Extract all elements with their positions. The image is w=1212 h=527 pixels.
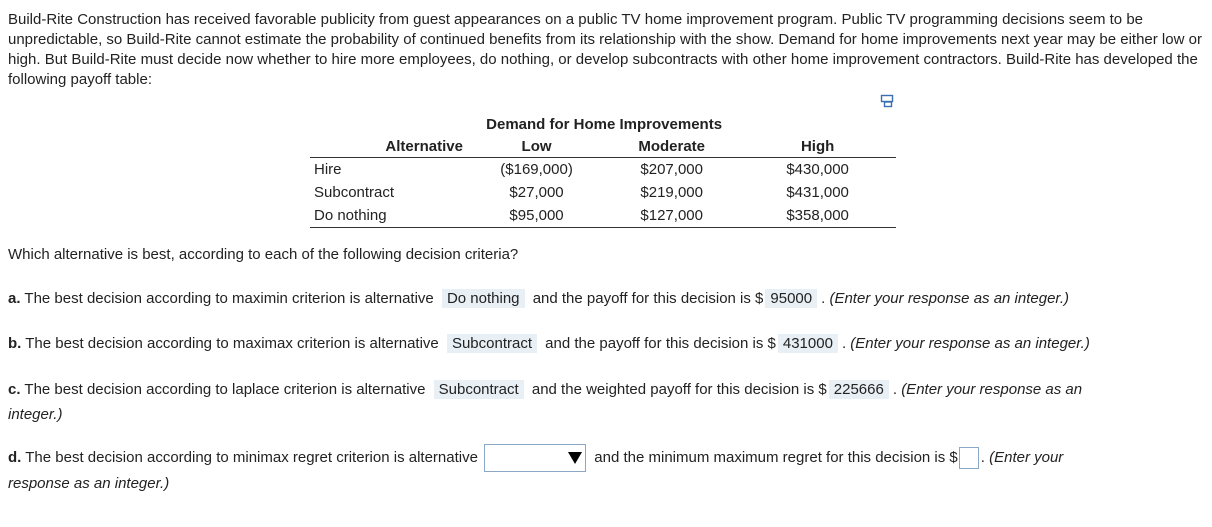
part-a: a. The best decision according to maximin criterion is alternative Do nothing and the payoff for this decision is $ 95000 . (Enter your response as an integer.) (8, 290, 1070, 307)
part-b-text2: and the payoff for this decision is $ (545, 335, 776, 352)
header-alternative: Alternative (310, 135, 469, 158)
part-a-text1: The best decision according to maximin criterion is alternative (24, 290, 434, 307)
alternative-dropdown[interactable] (484, 444, 586, 472)
part-b-answer-value: 431000 (778, 334, 838, 353)
part-c-label: c. (8, 381, 21, 398)
part-b-answer-alternative: Subcontract (447, 334, 537, 353)
cell-low: $95,000 (469, 204, 604, 228)
part-b: b. The best decision according to maximax criterion is alternative Subcontract and the payoff for this decision is $ 431000 . (Enter your response as an integer.) (8, 335, 1090, 352)
header-high: High (739, 135, 896, 158)
cell-low: $27,000 (509, 184, 564, 201)
part-b-hint: (Enter your response as an integer.) (850, 335, 1090, 352)
table-row (310, 181, 896, 204)
row-name: Hire (314, 161, 342, 178)
table-row (310, 204, 896, 228)
part-c-hint: (Enter your response as an (901, 381, 1083, 398)
payoff-table (310, 113, 896, 228)
row-name: Subcontract (314, 184, 395, 201)
table-group-header-row (310, 113, 896, 135)
cell-low: ($169,000) (500, 161, 573, 178)
part-a-answer-alternative: Do nothing (442, 289, 525, 308)
part-c-text1: The best decision according to laplace criterion is alternative (24, 381, 426, 398)
row-name: Do nothing (310, 204, 469, 228)
header-moderate: Moderate (604, 135, 739, 158)
part-c-answer-value: 225666 (829, 380, 889, 399)
part-d: d. The best decision according to minimax regret criterion is alternative and the minimum maximum regret for this decision is $ . (Enter your (8, 444, 1063, 472)
group-header: Demand for Home Improvements (486, 115, 723, 133)
part-b-label: b. (8, 335, 22, 352)
cell-moderate: $207,000 (640, 161, 703, 178)
problem-intro: Build-Rite Construction has received favorable publicity from guest appearances on a public TV home improvement program. Public TV programming decisions seem to be unpredictable, so Build-Rite cannot estimate the probability of continued benefits from its relationship with the show. Demand for home improvements next year may be either low or high. But Build-Rite must decide now whether to hire more employees, do nothing, or develop subcontracts with other home improvement contractors. Build-Rite has developed the following payoff table: (8, 11, 1202, 88)
part-d-hint: (Enter your (989, 448, 1064, 466)
header-low: Low (469, 135, 604, 158)
popout-icon[interactable] (880, 94, 896, 108)
part-c-answer-alternative: Subcontract (434, 380, 524, 399)
part-c-text2: and the weighted payoff for this decision is $ (531, 381, 827, 398)
cell-high: $431,000 (786, 184, 849, 201)
part-a-text2: and the payoff for this decision is $ (532, 290, 764, 307)
question-text: Which alternative is best, according to each of the following decision criteria? (8, 246, 519, 263)
part-a-label: a. (8, 290, 21, 307)
regret-input[interactable] (959, 447, 979, 469)
part-a-hint: (Enter your response as an integer.) (829, 290, 1070, 307)
part-d-label: d. (8, 448, 22, 466)
part-a-answer-value: 95000 (765, 289, 817, 308)
part-d-text1: The best decision according to minimax regret criterion is alternative (25, 448, 478, 466)
part-b-text1: The best decision according to maximax criterion is alternative (25, 335, 439, 352)
part-d-hint-cont: response as an integer.) (8, 475, 170, 492)
dropdown-arrow-icon[interactable] (568, 452, 582, 464)
part-c-hint-cont: integer.) (8, 406, 63, 423)
cell-high: $430,000 (786, 161, 849, 178)
part-d-text2: and the minimum maximum regret for this decision is $ (594, 448, 958, 466)
cell-high: $358,000 (739, 204, 896, 228)
cell-moderate: $219,000 (640, 184, 703, 201)
part-c: c. The best decision according to laplace criterion is alternative Subcontract and the weighted payoff for this decision is $ 225666 . (Enter your response as an (8, 381, 1083, 398)
table-row (310, 158, 896, 182)
cell-moderate: $127,000 (604, 204, 739, 228)
table-header-row (310, 135, 896, 158)
